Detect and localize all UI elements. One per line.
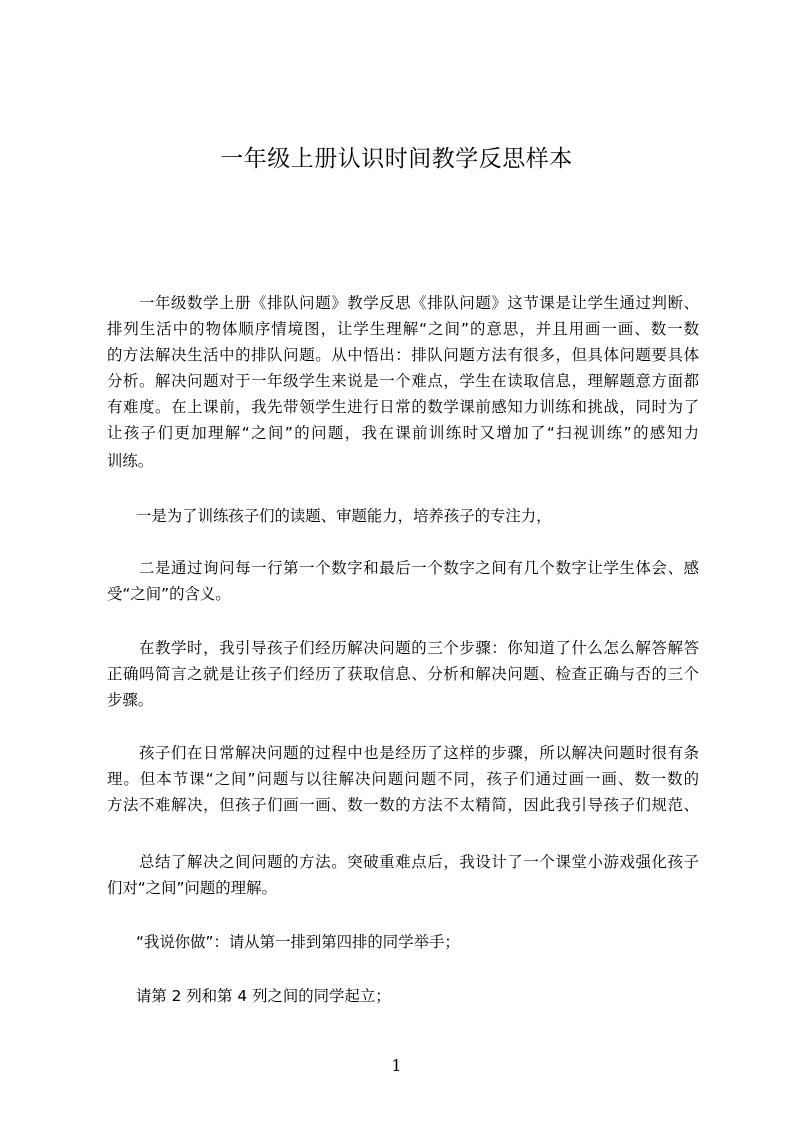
document-title: 一年级上册认识时间教学反思样本 [220, 146, 573, 172]
text-line: 训练。 [107, 452, 154, 470]
text-line: 请第 2 列和第 4 列之间的同学起立； [136, 987, 391, 1005]
text-line: 二是通过询问每一行第一个数字和最后一个数字之间有几个数字让学生体会、感 [139, 559, 699, 577]
text-line: 在教学时，我引导孩子们经历解决问题的三个步骤：你知道了什么怎么解答解答 [139, 639, 699, 657]
text-line: 排列生活中的物体顺序情境图，让学生理解“之间”的意思，并且用画一画、数一数 [107, 320, 699, 338]
text-line: 有难度。在上课前，我先带领学生进行日常的数学课前感知力训练和挑战，同时为了 [107, 398, 699, 416]
text-line: “我说你做”：请从第一排到第四排的同学举手； [136, 933, 460, 951]
text-line: 一是为了训练孩子们的读题、审题能力，培养孩子的专注力， [136, 507, 552, 525]
text-line: 们对“之间”问题的理解。 [107, 879, 277, 897]
text-line: 方法不难解决，但孩子们画一画、数一数的方法不太精简，因此我引导孩子们规范、 [107, 796, 699, 814]
text-line: 的方法解决生活中的排队问题。从中悟出：排队问题方法有很多，但具体问题要具体 [107, 346, 699, 364]
text-line: 让孩子们更加理解“之间”的问题，我在课前训练时又增加了“扫视训练”的感知力 [107, 424, 699, 442]
text-line: 步骤。 [107, 691, 154, 709]
text-line: 孩子们在日常解决问题的过程中也是经历了这样的步骤，所以解决问题时很有条 [139, 744, 699, 762]
text-line: 分析。解决问题对于一年级学生来说是一个难点，学生在读取信息，理解题意方面都 [107, 372, 699, 390]
page-number: 1 [391, 1056, 402, 1075]
text-line: 理。但本节课“之间”问题与以往解决问题问题不同，孩子们通过画一画、数一数的 [107, 770, 699, 788]
text-line: 总结了解决之间问题的方法。突破重难点后，我设计了一个课堂小游戏强化孩子 [139, 853, 699, 871]
text-line: 一年级数学上册《排队问题》教学反思《排队问题》这节课是让学生通过判断、 [139, 294, 699, 312]
text-line: 正确吗简言之就是让孩子们经历了获取信息、分析和解决问题、检查正确与否的三个 [107, 665, 699, 683]
text-line: 受“之间”的含义。 [107, 585, 231, 603]
